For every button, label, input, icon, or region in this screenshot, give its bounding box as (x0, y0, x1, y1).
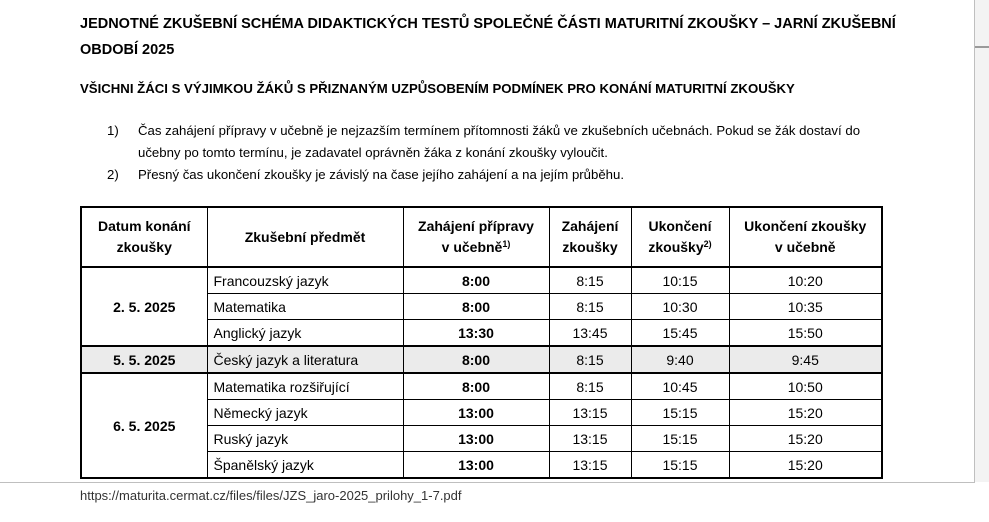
prep-cell: 8:00 (403, 294, 549, 320)
scroll-indicator[interactable] (975, 46, 989, 48)
prep-cell: 13:00 (403, 400, 549, 426)
end-room-cell: 10:20 (729, 267, 882, 294)
note-item (107, 164, 887, 186)
start-cell: 13:45 (549, 320, 631, 347)
date-cell: 2. 5. 2025 (81, 267, 207, 346)
prep-cell: 13:00 (403, 426, 549, 452)
prep-cell: 13:30 (403, 320, 549, 347)
end-room-cell: 9:45 (729, 346, 882, 373)
start-cell: 13:15 (549, 426, 631, 452)
end-room-cell: 15:20 (729, 426, 882, 452)
note-item (107, 120, 887, 164)
prep-cell: 8:00 (403, 267, 549, 294)
end-cell: 15:15 (631, 452, 729, 479)
subject-cell: Český jazyk a literatura (207, 346, 403, 373)
header-date: Datum konání zkoušky (81, 207, 207, 267)
end-room-cell: 15:20 (729, 452, 882, 479)
end-room-cell: 10:50 (729, 373, 882, 400)
source-url: https://maturita.cermat.cz/files/files/JZS_jaro-2025_prilohy_1-7.pdf (80, 488, 462, 503)
table-row (81, 373, 882, 400)
subject-cell: Německý jazyk (207, 400, 403, 426)
end-cell: 10:45 (631, 373, 729, 400)
start-cell: 8:15 (549, 294, 631, 320)
document-subtitle: VŠICHNI ŽÁCI S VÝJIMKOU ŽÁKŮ S PŘIZNANÝM UZPŮSOBENÍM PODMÍNEK PRO KONÁNÍ MATURITNÍ ZKOUŠKY (80, 81, 795, 96)
end-cell: 10:30 (631, 294, 729, 320)
header-exam-start: Zahájení zkoušky (549, 207, 631, 267)
date-cell: 5. 5. 2025 (81, 346, 207, 373)
table-row (81, 346, 882, 373)
end-cell: 15:15 (631, 400, 729, 426)
end-cell: 9:40 (631, 346, 729, 373)
start-cell: 13:15 (549, 400, 631, 426)
end-cell: 10:15 (631, 267, 729, 294)
prep-cell: 8:00 (403, 373, 549, 400)
note-number: 1) (107, 123, 119, 138)
page-bottom-border (0, 482, 975, 483)
end-cell: 15:45 (631, 320, 729, 347)
subject-cell: Španělský jazyk (207, 452, 403, 479)
date-cell: 6. 5. 2025 (81, 373, 207, 478)
start-cell: 8:15 (549, 373, 631, 400)
start-cell: 8:15 (549, 346, 631, 373)
note-number: 2) (107, 167, 119, 182)
subject-cell: Francouzský jazyk (207, 267, 403, 294)
header-subject: Zkušební předmět (207, 207, 403, 267)
header-exam-end-room: Ukončení zkoušky v učebně (729, 207, 882, 267)
subject-cell: Matematika (207, 294, 403, 320)
note-text: Přesný čas ukončení zkoušky je závislý na čase jejího zahájení a na jejím průběhu. (138, 167, 625, 182)
subject-cell: Anglický jazyk (207, 320, 403, 347)
note-text: Čas zahájení přípravy v učebně je nejzazším termínem přítomnosti žáků ve zkušebních učebnách. Pokud se žák dostaví do učebny po tomto termínu, je zadavatel oprávněn žáka z konání zkoušky vyloučit. (138, 123, 861, 160)
end-cell: 15:15 (631, 426, 729, 452)
subject-cell: Matematika rozšiřující (207, 373, 403, 400)
table-row (81, 267, 882, 294)
exam-schedule-table (80, 206, 883, 479)
header-prep-start: Zahájení přípravy v učebně$^{1)}$ (403, 207, 549, 267)
document-title: JEDNOTNÉ ZKUŠEBNÍ SCHÉMA DIDAKTICKÝCH TESTŮ SPOLEČNÉ ČÁSTI MATURITNÍ ZKOUŠKY – JARNÍ ZKUŠEBNÍ OBDOBÍ 2025 (80, 16, 896, 58)
prep-cell: 13:00 (403, 452, 549, 479)
end-room-cell: 10:35 (729, 294, 882, 320)
viewer-scroll-strip[interactable] (975, 0, 989, 482)
notes-list (107, 120, 887, 186)
start-cell: 13:15 (549, 452, 631, 479)
prep-cell: 8:00 (403, 346, 549, 373)
end-room-cell: 15:50 (729, 320, 882, 347)
end-room-cell: 15:20 (729, 400, 882, 426)
table-header-row (81, 207, 882, 267)
subject-cell: Ruský jazyk (207, 426, 403, 452)
header-exam-end: Ukončení zkoušky$^{2)}$ (631, 207, 729, 267)
start-cell: 8:15 (549, 267, 631, 294)
